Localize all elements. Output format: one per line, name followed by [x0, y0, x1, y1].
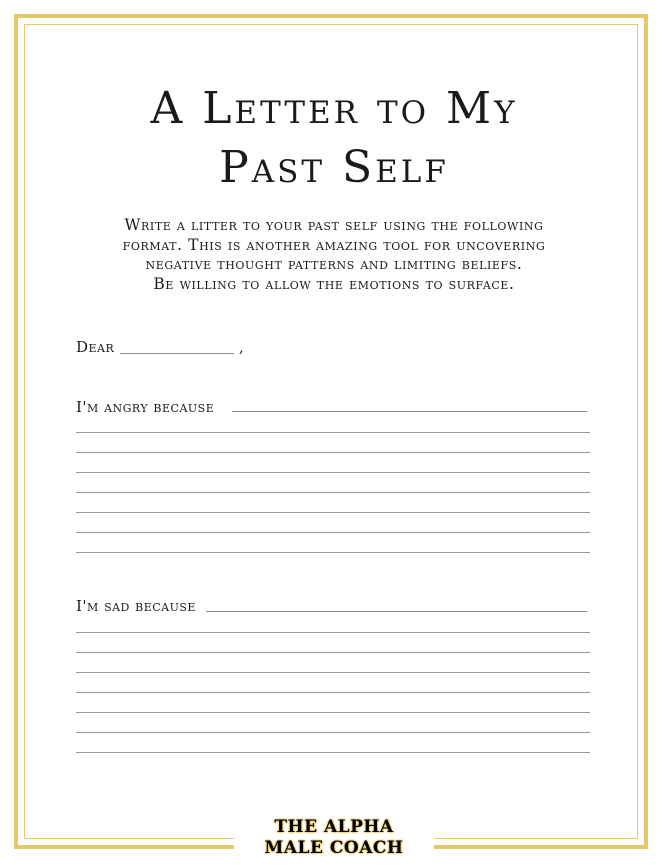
sad-writing-line[interactable]	[76, 672, 590, 673]
greeting-label: Dear	[76, 338, 115, 356]
sad-writing-line[interactable]	[76, 732, 590, 733]
instructions-line: Write a litter to your past self using the following	[124, 216, 544, 234]
angry-writing-line[interactable]	[76, 512, 590, 513]
instructions	[60, 216, 608, 294]
angry-writing-line[interactable]	[76, 532, 590, 533]
sad-writing-line[interactable]	[76, 692, 590, 693]
recipient-name-blank[interactable]	[120, 353, 234, 354]
sad-prompt-blank[interactable]	[206, 611, 587, 612]
instructions-line: Be willing to allow the emotions to surface.	[153, 274, 515, 293]
greeting-comma: ,	[239, 338, 245, 356]
logo-text-line-2: MALE COACH	[264, 838, 404, 858]
brand-logo	[234, 812, 434, 867]
sad-writing-line[interactable]	[76, 752, 590, 753]
angry-prompt-blank[interactable]	[232, 411, 587, 412]
page-title-line-1: A Letter to My	[150, 83, 518, 134]
angry-writing-line[interactable]	[76, 492, 590, 493]
logo-text-line-1: THE ALPHA	[274, 817, 394, 837]
sad-prompt-label: I'm sad because	[76, 597, 196, 615]
angry-writing-line[interactable]	[76, 432, 590, 433]
angry-writing-line[interactable]	[76, 472, 590, 473]
angry-writing-line[interactable]	[76, 452, 590, 453]
angry-prompt-label: I'm angry because	[76, 398, 215, 416]
angry-writing-line[interactable]	[76, 552, 590, 553]
sad-writing-line[interactable]	[76, 632, 590, 633]
sad-writing-line[interactable]	[76, 712, 590, 713]
sad-writing-line[interactable]	[76, 652, 590, 653]
page-title-line-2: Past Self	[219, 142, 449, 193]
instructions-line: format. This is another amazing tool for uncovering	[122, 235, 546, 254]
instructions-line: negative thought patterns and limiting beliefs.	[145, 255, 523, 273]
